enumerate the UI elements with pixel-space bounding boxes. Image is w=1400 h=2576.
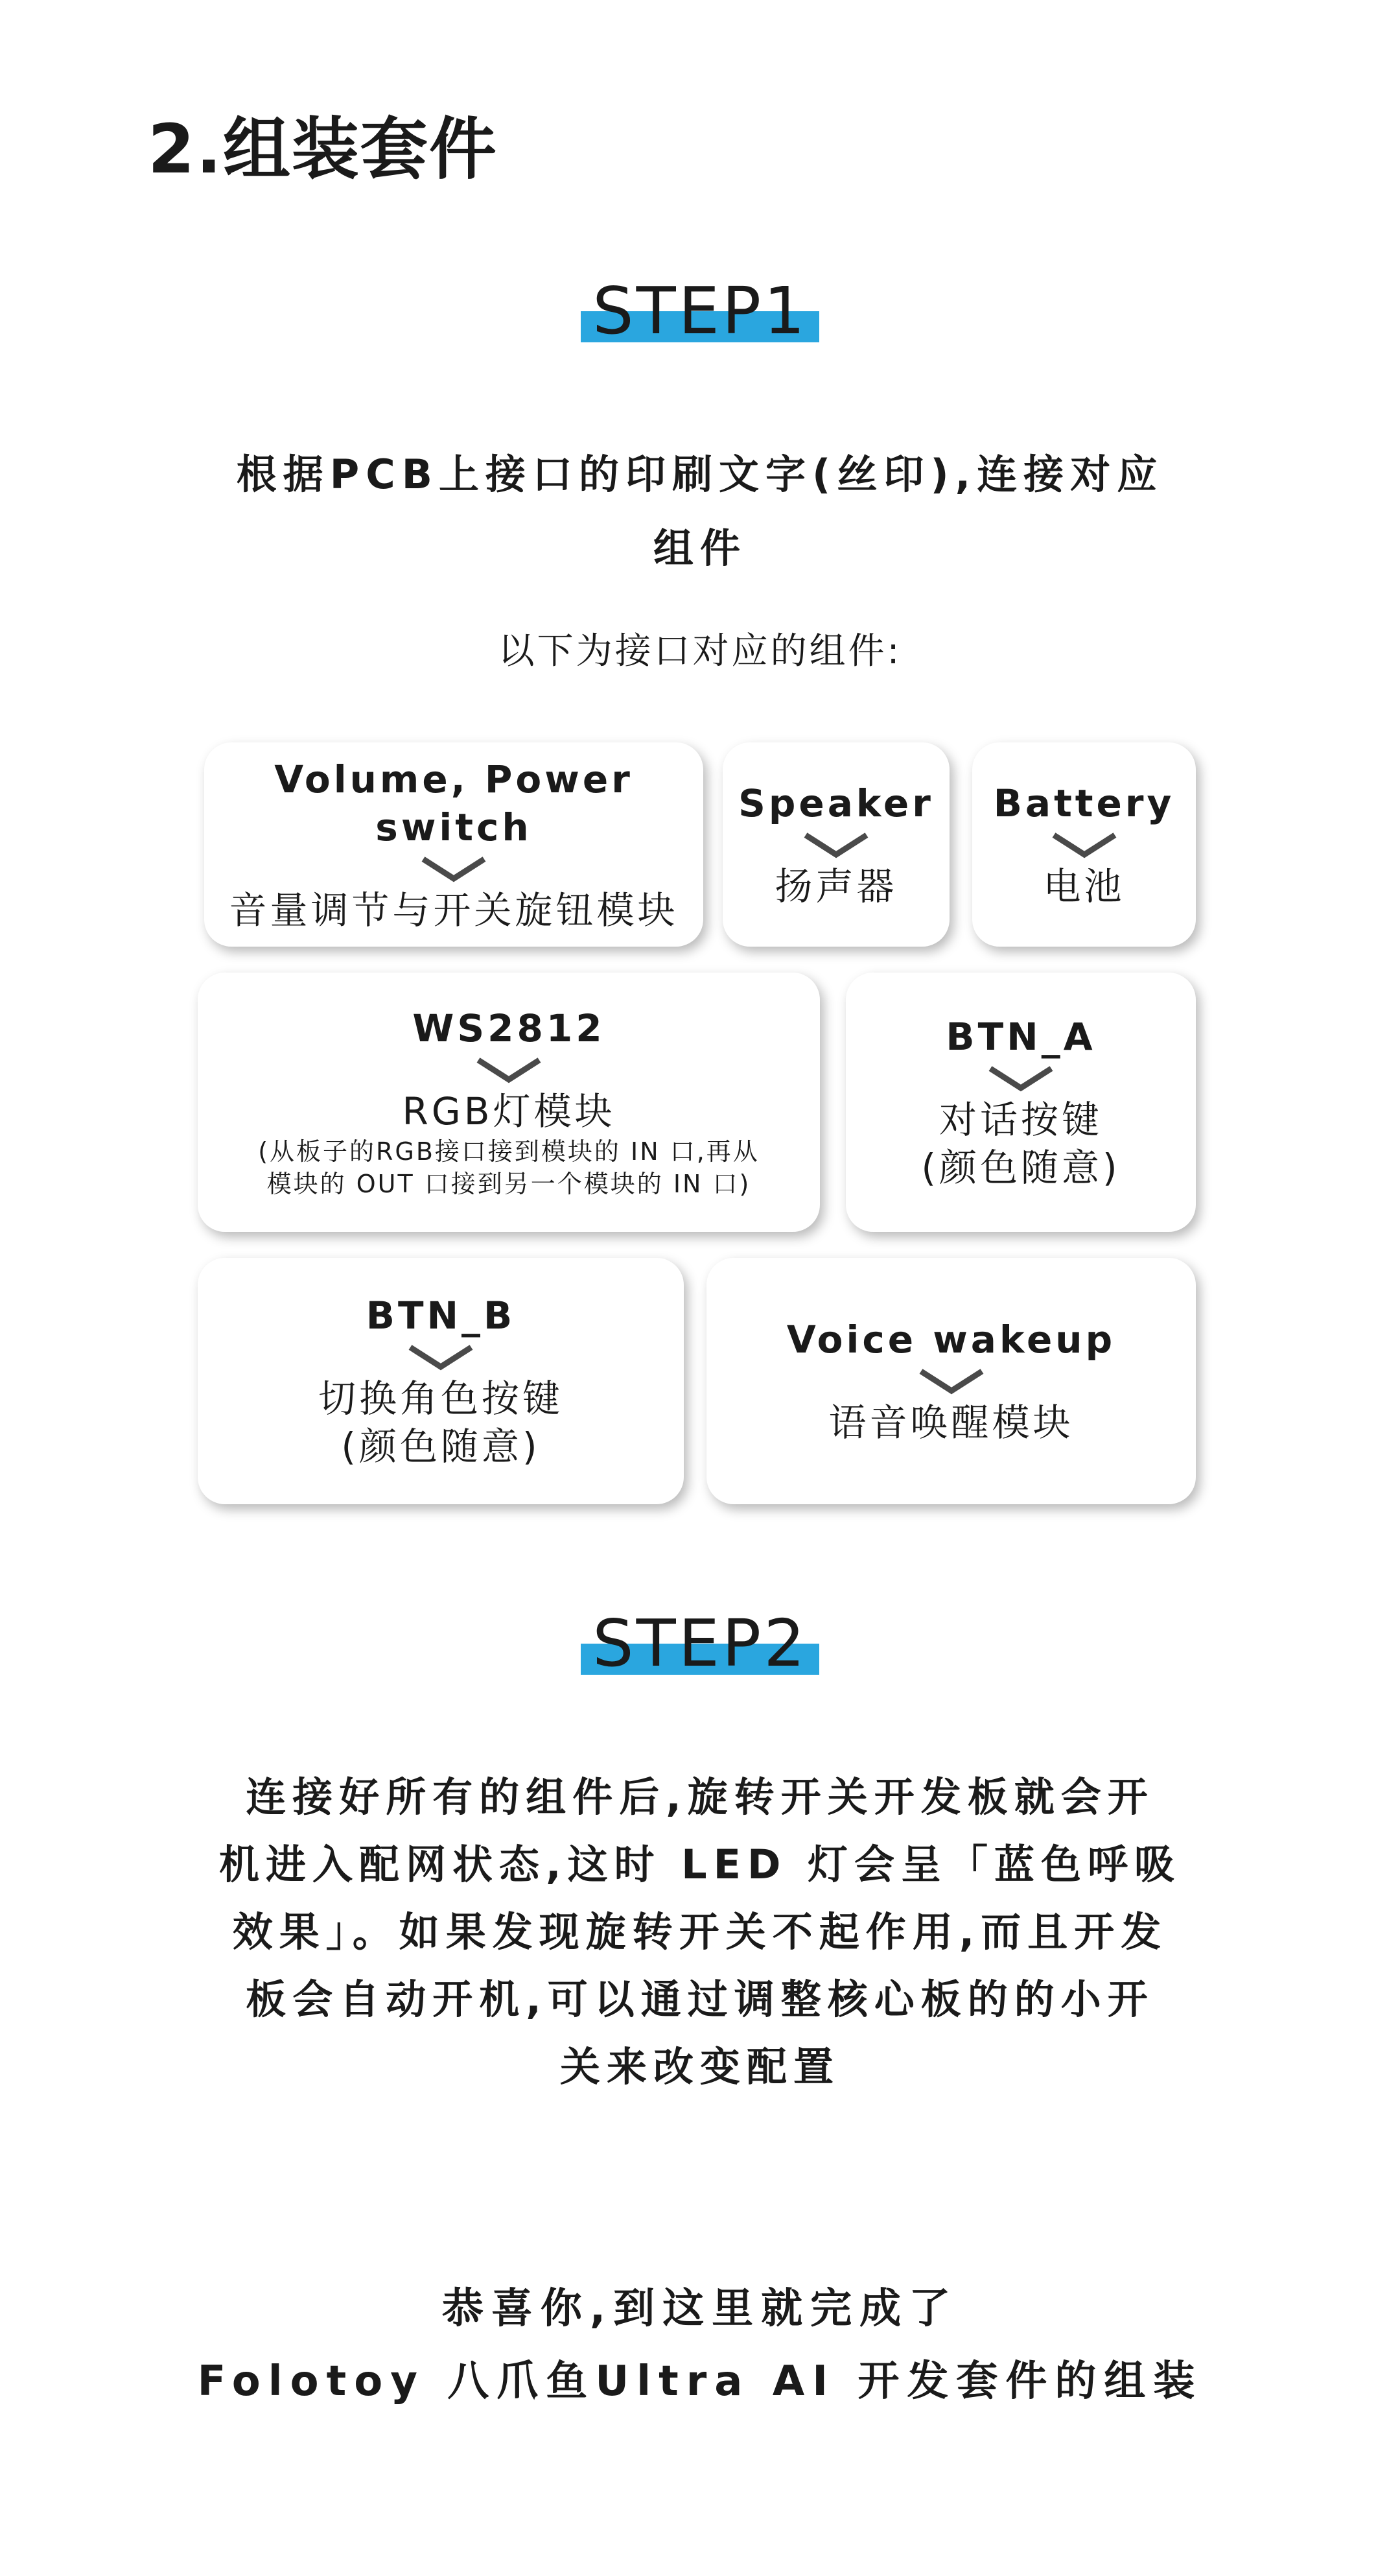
component-en: BTN_B xyxy=(366,1294,516,1338)
component-cn: 音量调节与开关旋钮模块 xyxy=(229,888,679,932)
step2-label: STEP2 xyxy=(592,1605,808,1681)
chevron-down-icon xyxy=(985,1062,1056,1093)
step2-line: 效果」。如果发现旋转开关不起作用,而且开发 xyxy=(232,1908,1168,1956)
component-note-line2: 模块的 OUT 口接到另一个模块的 IN 口) xyxy=(266,1170,751,1198)
component-card-btn-a xyxy=(846,973,1196,1232)
step2-paragraph xyxy=(149,1764,1251,2101)
component-en: Speaker xyxy=(738,781,934,825)
step2-heading xyxy=(0,1605,1400,1689)
chevron-down-icon xyxy=(1049,829,1120,860)
step1-instruction xyxy=(149,438,1251,585)
component-en: Battery xyxy=(993,781,1175,825)
chevron-down-icon xyxy=(473,1054,544,1085)
component-cn: 电池 xyxy=(1043,864,1125,908)
step1-instruction-line2: 组件 xyxy=(653,525,747,572)
component-cn-note: (颜色随意) xyxy=(341,1424,541,1469)
chevron-down-icon xyxy=(418,853,489,884)
component-cn: 对话按键 xyxy=(939,1098,1102,1142)
congrats-line2: Folotoy 八爪鱼Ultra AI 开发套件的组装 xyxy=(197,2357,1203,2405)
step2-line: 机进入配网状态,这时 LED 灯会呈「蓝色呼吸 xyxy=(218,1841,1182,1888)
component-en: Volume, Power switch xyxy=(274,757,633,849)
component-cn: 语音唤醒模块 xyxy=(828,1400,1074,1445)
component-card-ws2812 xyxy=(198,973,820,1232)
chevron-down-icon xyxy=(405,1341,476,1372)
component-cn: RGB灯模块 xyxy=(402,1089,616,1133)
step1-instruction-line1: 根据PCB上接口的印刷文字(丝印),连接对应 xyxy=(236,451,1164,498)
component-cn: 切换角色按键 xyxy=(318,1377,563,1421)
component-note-line1: (从板子的RGB接口接到模块的 IN 口,再从 xyxy=(258,1137,760,1166)
component-en: BTN_A xyxy=(946,1015,1096,1059)
step1-heading xyxy=(0,272,1400,357)
component-card-btn-b xyxy=(198,1258,684,1504)
component-en: Voice wakeup xyxy=(786,1318,1116,1362)
step2-line: 板会自动开机,可以通过调整核心板的的小开 xyxy=(246,1976,1154,2023)
chevron-down-icon xyxy=(916,1365,987,1396)
congrats-message xyxy=(0,2273,1400,2418)
congrats-line1: 恭喜你,到这里就完成了 xyxy=(441,2285,959,2333)
component-en: WS2812 xyxy=(412,1006,605,1050)
component-card-volume xyxy=(204,742,703,947)
component-card-battery xyxy=(972,742,1196,947)
step1-label: STEP1 xyxy=(592,273,808,349)
component-cn: 扬声器 xyxy=(775,864,898,908)
step2-line: 连接好所有的组件后,旋转开关开发板就会开 xyxy=(246,1773,1154,1821)
step2-line: 关来改变配置 xyxy=(559,2043,840,2090)
component-cn-note: (颜色随意) xyxy=(921,1146,1121,1190)
component-card-speaker xyxy=(723,742,950,947)
chevron-down-icon xyxy=(800,829,872,860)
component-card-voice-wakeup xyxy=(706,1258,1196,1504)
step1-subtitle: 以下为接口对应的组件: xyxy=(498,630,902,672)
page-title: 2.组装套件 xyxy=(148,110,498,189)
